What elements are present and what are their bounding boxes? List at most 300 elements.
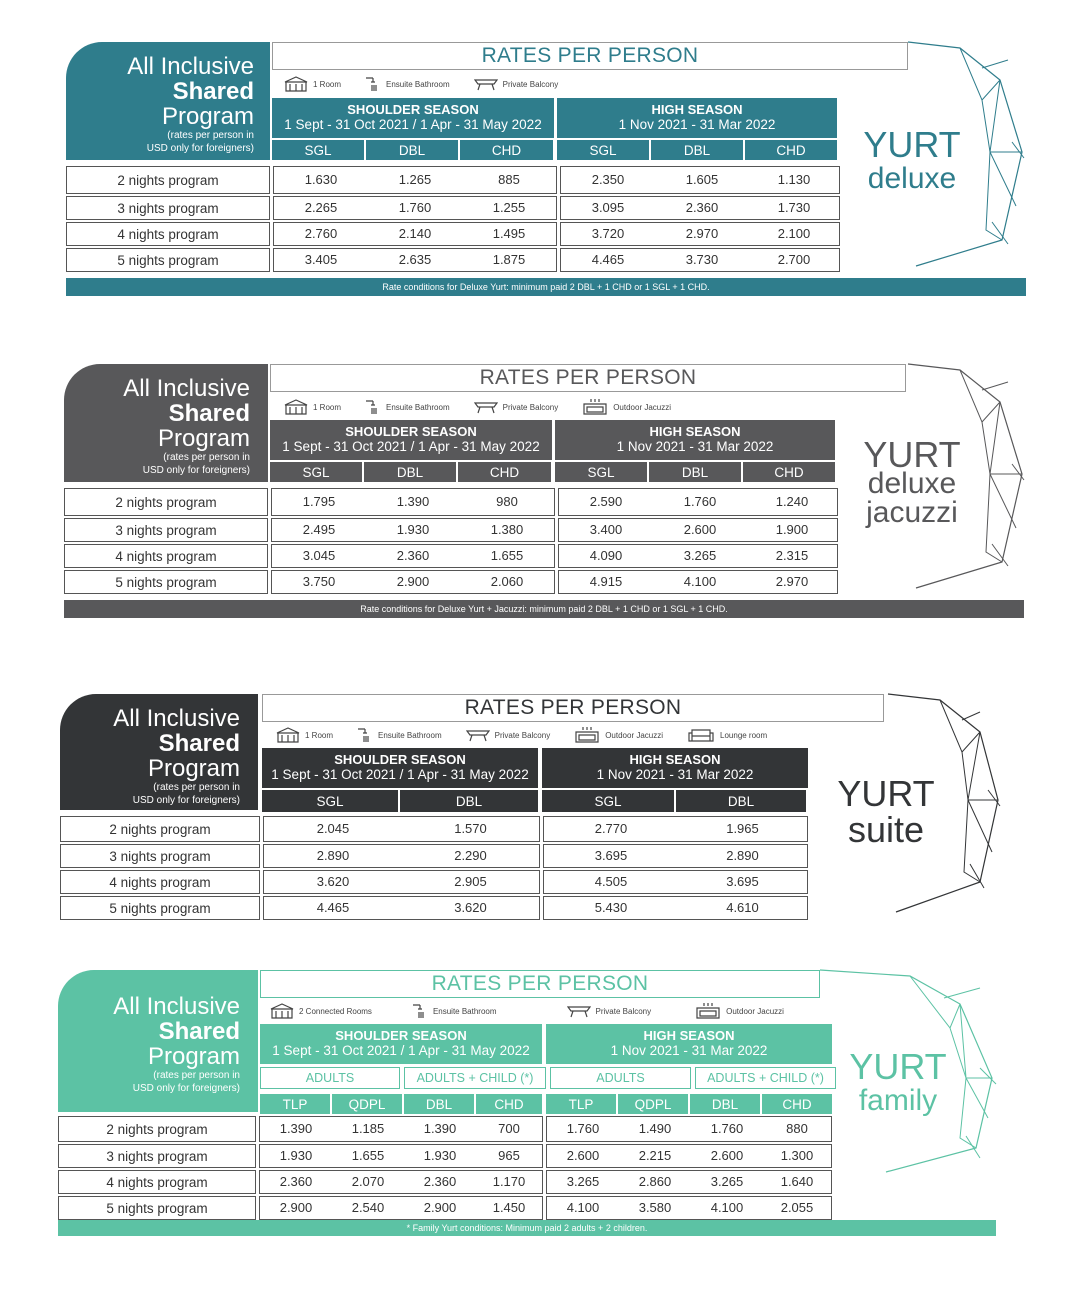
bathroom-feature — [357, 727, 442, 743]
rate-cell: 2.360 — [396, 548, 430, 563]
program-label-line5: USD only for foreigners) — [132, 795, 240, 806]
table-row — [64, 544, 841, 568]
shoulder-values — [263, 816, 540, 842]
shoulder-values — [259, 1196, 543, 1220]
program-label-line4: (rates per person in — [153, 782, 240, 793]
room-icon — [284, 76, 308, 92]
table-row — [66, 196, 843, 220]
rate-cell: 2.970 — [685, 226, 719, 241]
shoulder-season-dates: 1 Sept - 31 Oct 2021 / 1 Apr - 31 May 2022 — [282, 439, 540, 454]
shoulder-season-header — [272, 98, 554, 138]
high-values — [543, 816, 808, 842]
high-values — [543, 870, 808, 894]
col-header-dbl: DBL — [727, 793, 755, 809]
program-label-line3: Program — [147, 1043, 240, 1070]
program-label-line3: Program — [157, 425, 250, 452]
rate-cell: 3.695 — [594, 848, 628, 863]
column-headers — [260, 1094, 832, 1114]
rate-cell: 2.290 — [454, 848, 487, 863]
row-label: 2 nights program — [58, 1116, 256, 1142]
program-label-line1: All Inclusive — [127, 53, 254, 80]
program-label — [60, 694, 258, 810]
rate-cell: 1.265 — [398, 172, 432, 187]
rate-cell: 2.315 — [775, 548, 809, 563]
rate-cell: 3.265 — [683, 548, 717, 563]
rate-cell: 3.580 — [638, 1200, 672, 1215]
rate-cell: 1.240 — [775, 494, 809, 509]
bathroom-feature — [365, 399, 450, 415]
jacuzzi-icon — [574, 726, 600, 744]
rate-cell: 2.350 — [591, 172, 625, 187]
bathroom-label: Ensuite Bathroom — [386, 402, 450, 412]
rate-cell: 3.730 — [685, 252, 719, 267]
rate-cell: 1.570 — [454, 821, 487, 836]
shoulder-season-name: SHOULDER SEASON — [345, 424, 477, 439]
shoulder-values — [271, 570, 555, 594]
rate-cell: 3.045 — [302, 548, 336, 563]
rate-cell: 1.760 — [710, 1121, 744, 1136]
program-label — [64, 364, 268, 482]
col-header-dbl: DBL — [400, 790, 542, 812]
program-label-line2: Shared — [158, 1018, 240, 1045]
row-label: 5 nights program — [60, 896, 260, 920]
yurt-name — [826, 773, 946, 850]
shoulder-values — [259, 1144, 543, 1168]
table-row — [60, 870, 811, 894]
rate-cell: 1.390 — [423, 1121, 457, 1136]
rate-cell: 2.970 — [775, 574, 809, 589]
table-row — [60, 816, 811, 842]
rate-cell: 3.620 — [454, 900, 487, 915]
high-values — [546, 1196, 832, 1220]
rate-conditions-note: Rate conditions for Deluxe Yurt: minimum paid 2 DBL + 1 CHD or 1 SGL + 1 CHD. — [66, 278, 1026, 296]
col-header-sgl: SGL — [542, 790, 676, 812]
rate-cell: 1.495 — [492, 226, 526, 241]
col-header-chd: CHD — [476, 1094, 546, 1114]
connected-rooms-label: 2 Connected Rooms — [299, 1006, 372, 1016]
row-label: 3 nights program — [60, 844, 260, 868]
col-header-chd: CHD — [776, 142, 806, 158]
rate-cell: 2.905 — [454, 874, 487, 889]
shoulder-season-name: SHOULDER SEASON — [334, 752, 466, 767]
col-header-sgl: SGL — [557, 140, 651, 160]
rate-cell: 2.900 — [423, 1200, 457, 1215]
row-label: 3 nights program — [66, 196, 270, 220]
jacuzzi-feature — [582, 398, 671, 416]
balcony-icon — [466, 728, 490, 742]
room-feature — [276, 727, 333, 743]
rate-cell: 2.140 — [398, 226, 432, 241]
balcony-feature — [466, 728, 551, 742]
shower-icon — [412, 1003, 428, 1019]
high-season-dates: 1 Nov 2021 - 31 Mar 2022 — [618, 117, 776, 132]
high-values — [543, 844, 808, 868]
high-values — [560, 166, 840, 194]
rate-cell: 1.930 — [396, 522, 430, 537]
shoulder-values — [271, 518, 555, 542]
balcony-label: Private Balcony — [502, 402, 559, 412]
high-season-header — [555, 420, 835, 460]
room-label: 1 Room — [313, 79, 342, 89]
rate-cell: 2.540 — [351, 1200, 385, 1215]
rate-cell: 885 — [498, 172, 520, 187]
program-label — [58, 970, 258, 1112]
yurt-name — [852, 434, 972, 529]
yurt-name-line1: YURT — [837, 773, 935, 814]
jacuzzi-label: Outdoor Jacuzzi — [726, 1006, 784, 1016]
row-label: 5 nights program — [64, 570, 268, 594]
high-season-header — [542, 748, 808, 788]
rate-cell: 1.760 — [683, 494, 717, 509]
shoulder-values — [263, 844, 540, 868]
table-row — [60, 896, 811, 920]
table-row — [64, 518, 841, 542]
balcony-icon — [474, 77, 498, 91]
rate-cell: 2.215 — [638, 1148, 672, 1163]
high-values — [558, 488, 838, 516]
shoulder-values — [263, 896, 540, 920]
col-header-sgl: SGL — [555, 462, 649, 482]
bathroom-label: Ensuite Bathroom — [386, 79, 450, 89]
yurt-name-line2: family — [858, 1084, 938, 1117]
rates-title: RATES PER PERSON — [272, 42, 908, 70]
col-header-tlp: TLP — [546, 1094, 618, 1114]
row-label: 4 nights program — [60, 870, 260, 894]
shower-icon — [357, 727, 373, 743]
jacuzzi-feature — [574, 726, 663, 744]
rate-cell: 2.600 — [566, 1148, 600, 1163]
col-header-chd: CHD — [782, 1096, 812, 1112]
rate-cell: 700 — [498, 1121, 520, 1136]
column-headers — [272, 140, 837, 160]
program-label-line4: (rates per person in — [153, 1070, 240, 1081]
high-values — [546, 1144, 832, 1168]
program-label-line1: All Inclusive — [113, 993, 240, 1020]
col-header-qdpl: QDPL — [332, 1094, 404, 1114]
room-label: 1 Room — [305, 730, 334, 740]
rate-cell: 2.060 — [490, 574, 524, 589]
row-label: 3 nights program — [64, 518, 268, 542]
amenity-icons — [270, 1002, 808, 1020]
high-values — [546, 1116, 832, 1142]
bathroom-feature — [365, 76, 450, 92]
col-header-dbl: DBL — [404, 1094, 476, 1114]
col-header-dbl: DBL — [651, 140, 745, 160]
row-label: 2 nights program — [66, 166, 270, 194]
high-values — [560, 222, 840, 246]
rate-cell: 2.360 — [279, 1174, 313, 1189]
high-season-dates: 1 Nov 2021 - 31 Mar 2022 — [610, 1043, 768, 1058]
rate-cell: 1.450 — [492, 1200, 526, 1215]
program-label — [66, 42, 270, 160]
high-season-header — [546, 1024, 832, 1064]
rate-cell: 2.600 — [683, 522, 717, 537]
rate-cell: 1.760 — [566, 1121, 600, 1136]
rate-cell: 2.700 — [777, 252, 811, 267]
yurt-name-line3: jacuzzi — [866, 496, 958, 529]
shoulder-season-header — [260, 1024, 542, 1064]
rate-cell: 1.655 — [351, 1148, 385, 1163]
shoulder-values — [271, 544, 555, 568]
high-values — [560, 196, 840, 220]
shoulder-values — [259, 1116, 543, 1142]
rate-cell: 4.915 — [589, 574, 623, 589]
rate-cell: 3.695 — [726, 874, 759, 889]
rate-cell: 2.770 — [594, 821, 628, 836]
col-header-sgl: SGL — [270, 462, 364, 482]
rate-cell: 1.655 — [490, 548, 524, 563]
balcony-icon — [567, 1004, 591, 1018]
rate-cell: 1.490 — [638, 1121, 672, 1136]
rate-cell: 2.900 — [279, 1200, 313, 1215]
rate-cell: 4.100 — [683, 574, 717, 589]
shoulder-values — [263, 870, 540, 894]
balcony-feature — [567, 1004, 652, 1018]
sub-header-adults: ADULTS — [550, 1067, 691, 1089]
shoulder-values — [271, 488, 555, 516]
rate-cell: 3.750 — [302, 574, 336, 589]
row-label: 2 nights program — [64, 488, 268, 516]
jacuzzi-icon — [582, 398, 608, 416]
table-row — [64, 570, 841, 594]
yurt-name-line1: YURT — [863, 124, 961, 165]
rate-cell: 2.055 — [780, 1200, 814, 1215]
col-header-sgl: SGL — [272, 140, 366, 160]
rate-conditions-note: * Family Yurt conditions: Minimum paid 2 adults + 2 children. — [58, 1220, 996, 1236]
high-season-header — [557, 98, 837, 138]
rate-cell: 1.605 — [685, 172, 719, 187]
shoulder-values — [273, 248, 557, 272]
rate-cell: 2.100 — [777, 226, 811, 241]
rate-cell: 4.100 — [710, 1200, 744, 1215]
rate-cell: 1.630 — [304, 172, 338, 187]
col-header-dbl: DBL — [690, 1094, 762, 1114]
rate-cell: 1.300 — [780, 1148, 814, 1163]
high-values — [558, 570, 838, 594]
shower-icon — [365, 399, 381, 415]
yurt-name — [852, 124, 972, 196]
balcony-label: Private Balcony — [502, 79, 559, 89]
shoulder-season-dates: 1 Sept - 31 Oct 2021 / 1 Apr - 31 May 2022 — [272, 1043, 530, 1058]
balcony-feature — [474, 77, 559, 91]
rate-cell: 3.400 — [589, 522, 623, 537]
rates-title: RATES PER PERSON — [260, 970, 820, 998]
high-season-name: HIGH SEASON — [629, 752, 721, 767]
rate-cell: 5.430 — [594, 900, 628, 915]
table-row — [66, 166, 843, 194]
col-header-dbl: DBL — [364, 462, 458, 482]
rate-cell: 4.100 — [566, 1200, 600, 1215]
amenity-icons — [284, 398, 695, 416]
room-feature — [270, 1003, 372, 1019]
shoulder-season-name: SHOULDER SEASON — [335, 1028, 467, 1043]
program-label-line5: USD only for foreigners) — [146, 143, 254, 154]
col-header-chd: CHD — [458, 462, 555, 482]
balcony-feature — [474, 400, 559, 414]
shower-icon — [365, 76, 381, 92]
rate-cell: 1.380 — [490, 522, 524, 537]
bathroom-feature — [412, 1003, 497, 1019]
yurt-name-line2: deluxe — [867, 467, 957, 500]
room-label: 1 Room — [313, 402, 342, 412]
rate-cell: 2.860 — [638, 1174, 672, 1189]
table-row — [60, 844, 811, 868]
rate-cell: 1.795 — [302, 494, 336, 509]
program-label-line2: Shared — [172, 78, 254, 105]
rate-cell: 980 — [496, 494, 518, 509]
rate-cell: 2.760 — [304, 226, 338, 241]
row-label: 4 nights program — [66, 222, 270, 246]
row-label: 2 nights program — [60, 816, 260, 842]
column-headers — [270, 462, 835, 482]
rate-cell: 2.900 — [396, 574, 430, 589]
high-values — [543, 896, 808, 920]
amenity-icons — [276, 726, 791, 744]
jacuzzi-feature — [695, 1002, 784, 1020]
sub-header-adults: ADULTS — [260, 1067, 400, 1089]
high-values — [546, 1170, 832, 1194]
bathroom-label: Ensuite Bathroom — [378, 730, 442, 740]
col-header-tlp: TLP — [260, 1094, 332, 1114]
high-values — [560, 248, 840, 272]
shoulder-season-name: SHOULDER SEASON — [347, 102, 479, 117]
col-header-chd: CHD — [460, 140, 557, 160]
rate-cell: 3.265 — [566, 1174, 600, 1189]
rate-cell: 2.360 — [423, 1174, 457, 1189]
col-header-dbl: DBL — [649, 462, 743, 482]
high-season-name: HIGH SEASON — [643, 1028, 735, 1043]
high-season-name: HIGH SEASON — [651, 102, 743, 117]
col-header-sgl: SGL — [262, 790, 400, 812]
rate-cell: 3.095 — [591, 200, 625, 215]
rate-cell: 1.255 — [492, 200, 526, 215]
room-feature — [284, 399, 341, 415]
row-label: 4 nights program — [64, 544, 268, 568]
rate-cell: 2.070 — [351, 1174, 385, 1189]
yurt-name — [838, 1046, 958, 1118]
rate-cell: 3.720 — [591, 226, 625, 241]
room-feature — [284, 76, 341, 92]
rate-cell: 3.265 — [710, 1174, 744, 1189]
rate-cell: 2.600 — [710, 1148, 744, 1163]
high-season-dates: 1 Nov 2021 - 31 Mar 2022 — [596, 767, 754, 782]
row-label: 5 nights program — [66, 248, 270, 272]
shoulder-season-header — [262, 748, 538, 788]
rate-cell: 2.360 — [685, 200, 719, 215]
rate-cell: 4.505 — [594, 874, 628, 889]
rate-cell: 1.965 — [726, 821, 759, 836]
program-label-line4: (rates per person in — [163, 452, 250, 463]
rate-cell: 1.170 — [492, 1174, 526, 1189]
rate-cell: 2.635 — [398, 252, 432, 267]
column-headers — [262, 790, 806, 812]
jacuzzi-label: Outdoor Jacuzzi — [613, 402, 672, 412]
shoulder-season-header — [270, 420, 552, 460]
row-label: 3 nights program — [58, 1144, 256, 1168]
rate-cell: 1.640 — [780, 1174, 814, 1189]
program-label-line1: All Inclusive — [123, 375, 250, 402]
rates-table — [66, 166, 843, 274]
yurt-name-line1: YURT — [863, 434, 961, 475]
rates-table — [64, 488, 841, 596]
rate-cell: 2.265 — [304, 200, 338, 215]
rate-cell: 1.730 — [777, 200, 811, 215]
lounge-label: Lounge room — [720, 730, 768, 740]
yurt-name-line2: deluxe — [867, 162, 957, 195]
program-label-line1: All Inclusive — [113, 705, 240, 732]
table-row — [66, 248, 843, 272]
rate-conditions-note: Rate conditions for Deluxe Yurt + Jacuzzi: minimum paid 2 DBL + 1 CHD or 1 SGL + 1 CHD. — [64, 600, 1024, 618]
table-row — [58, 1144, 835, 1168]
rate-cell: 2.495 — [302, 522, 336, 537]
high-season-dates: 1 Nov 2021 - 31 Mar 2022 — [616, 439, 774, 454]
rate-cell: 2.890 — [316, 848, 350, 863]
rate-cell: 4.465 — [316, 900, 350, 915]
col-header-qdpl: QDPL — [618, 1094, 690, 1114]
rate-cell: 4.090 — [589, 548, 623, 563]
rates-table — [58, 1116, 835, 1222]
rate-cell: 1.390 — [279, 1121, 313, 1136]
bathroom-label: Ensuite Bathroom — [432, 1006, 497, 1016]
program-label-line5: USD only for foreigners) — [142, 465, 250, 476]
jacuzzi-icon — [695, 1002, 721, 1020]
rate-cell: 1.930 — [423, 1148, 457, 1163]
balcony-label: Private Balcony — [494, 730, 551, 740]
balcony-label: Private Balcony — [595, 1006, 652, 1016]
shoulder-values — [273, 196, 557, 220]
sub-header-adults-child: ADULTS + CHILD (*) — [404, 1067, 546, 1089]
high-season-name: HIGH SEASON — [649, 424, 741, 439]
yurt-name-line2: suite — [847, 809, 925, 850]
lounge-feature — [687, 727, 767, 743]
rate-cell: 2.590 — [589, 494, 623, 509]
sub-header-adults-child: ADULTS + CHILD (*) — [695, 1067, 836, 1089]
rate-cell: 880 — [786, 1121, 808, 1136]
table-row — [64, 488, 841, 516]
program-label-line5: USD only for foreigners) — [132, 1083, 240, 1094]
rate-cell: 1.390 — [396, 494, 430, 509]
shoulder-values — [273, 166, 557, 194]
room-icon — [276, 727, 300, 743]
jacuzzi-label: Outdoor Jacuzzi — [605, 730, 664, 740]
col-header-dbl: DBL — [366, 140, 460, 160]
rate-cell: 1.875 — [492, 252, 526, 267]
rate-cell: 4.610 — [726, 900, 759, 915]
yurt-name-line1: YURT — [849, 1046, 947, 1087]
rate-cell: 1.130 — [777, 172, 811, 187]
table-row — [58, 1170, 835, 1194]
row-label: 4 nights program — [58, 1170, 256, 1194]
col-header-chd: CHD — [774, 464, 804, 480]
row-label: 5 nights program — [58, 1196, 256, 1220]
rates-title: RATES PER PERSON — [270, 364, 906, 392]
program-label-line2: Shared — [158, 730, 240, 757]
guest-type-headers — [260, 1067, 836, 1089]
program-label-line3: Program — [147, 755, 240, 782]
program-label-line3: Program — [161, 103, 254, 130]
shoulder-values — [273, 222, 557, 246]
rates-table — [60, 816, 811, 922]
rate-cell: 3.405 — [304, 252, 338, 267]
room-icon — [284, 399, 308, 415]
rate-cell: 1.900 — [775, 522, 809, 537]
amenity-icons — [284, 76, 582, 92]
shoulder-values — [259, 1170, 543, 1194]
shoulder-season-dates: 1 Sept - 31 Oct 2021 / 1 Apr - 31 May 2022 — [284, 117, 542, 132]
table-row — [66, 222, 843, 246]
sofa-icon — [687, 727, 715, 743]
table-row — [58, 1116, 835, 1142]
